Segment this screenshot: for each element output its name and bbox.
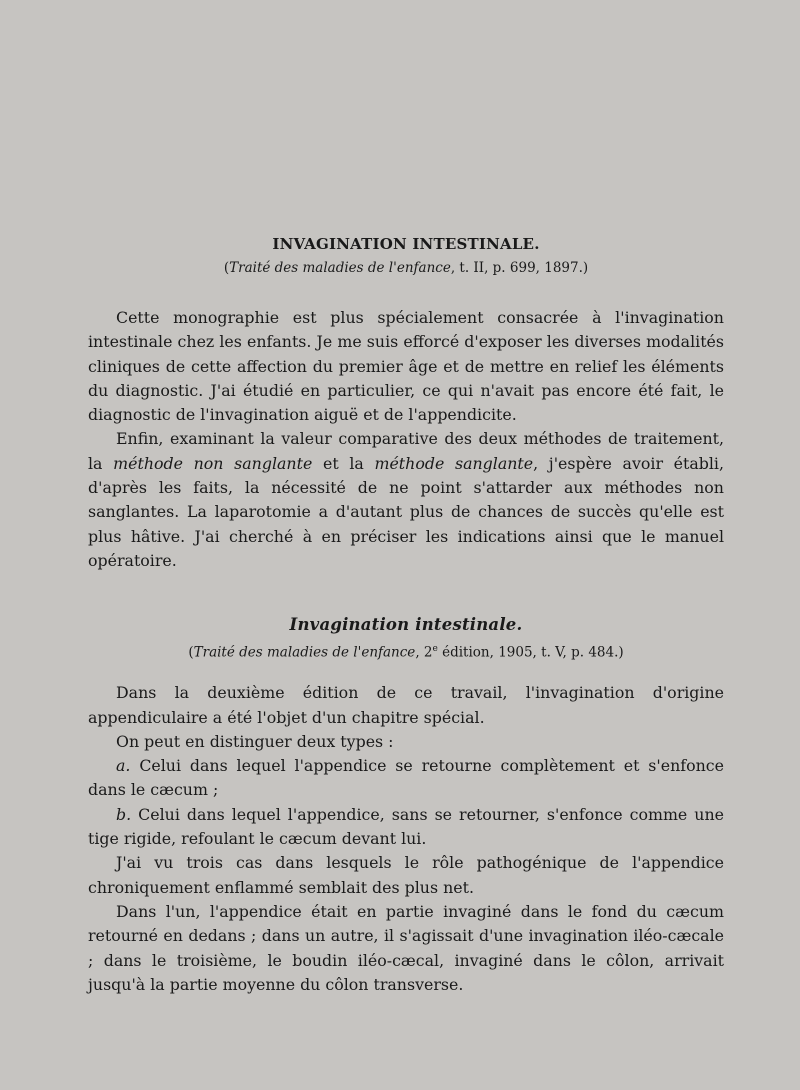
text-column — [88, 232, 724, 997]
citation-open: ( — [223, 260, 230, 276]
emphasis-methode-sanglante: méthode sanglante — [374, 453, 534, 473]
section2-paragraph-5: J'ai vu trois cas dans lesquels le rôle pathogénique de l'appendice chroniquement enflammé semblait des plus net. — [88, 853, 724, 897]
section2-paragraph-1: Dans la deuxième édition de ce travail, l'invagination d'origine appendiculaire a été l'objet d'un chapitre spécial. — [88, 683, 724, 727]
section1-title: INVAGINATION INTESTINALE. — [272, 235, 540, 253]
list-marker-a: a. — [116, 756, 131, 776]
emphasis-methode-non-sanglante: méthode non sanglante — [113, 453, 313, 473]
section1-paragraph-1: Cette monographie est plus spécialement consacrée à l'invagination intestinale chez les enfants. Je me suis efforcé d'exposer les diverses modalités cliniques de cette affection du premier âge et de mettre en relief les éléments du diagnostic. J'ai étudié en particulier, ce qui n'avait pas encore été fait, le diagnostic de l'invagination aiguë et de l'appendicite. — [88, 308, 724, 425]
section2-list-item-a: a. Celui dans lequel l'appendice se retourne complètement et s'enfonce dans le cæcum ; — [88, 756, 724, 800]
section2-paragraph-2: On peut en distinguer deux types : — [116, 731, 394, 751]
section2-paragraph-6: Dans l'un, l'appendice était en partie invaginé dans le fond du cæcum retourné en dedans ; dans un autre, il s'agissait d'une invagination iléo-cæcale ; dans le troisième, le boudin iléo-cæcal, invaginé dans le côlon, arrivait jusqu'à la partie moyenne du côlon transverse. — [88, 901, 724, 994]
section2-title: Invagination intestinale. — [289, 615, 523, 635]
list-marker-b: b. — [116, 804, 132, 824]
section1-paragraph-2: Enfin, examinant la valeur comparative des deux méthodes de traitement, la méthode non sanglante et la méthode sanglante, j'espère avoir établi, d'après les faits, la nécessité de ne point s'attarder aux méthodes non sanglantes. La laparotomie a d'autant plus de chances de succès qu'elle est plus hâtive. J'ai cherché à en préciser les indications ainsi que le manuel opératoire. — [88, 429, 725, 570]
citation-rest: , t. II, p. 699, 1897.) — [450, 260, 589, 276]
section2-list-item-b: b. Celui dans lequel l'appendice, sans se retourner, s'enfonce comme une tige rigide, refoulant le cæcum devant lui. — [88, 804, 724, 849]
citation-source: Traité des maladies de l'enfance — [229, 260, 451, 276]
section1-citation — [88, 256, 724, 280]
citation-source: Traité des maladies de l'enfance — [193, 644, 416, 661]
section2-citation: (Traité des maladies de l'enfance, 2e édition, 1905, t. V, p. 484.) — [188, 644, 624, 661]
